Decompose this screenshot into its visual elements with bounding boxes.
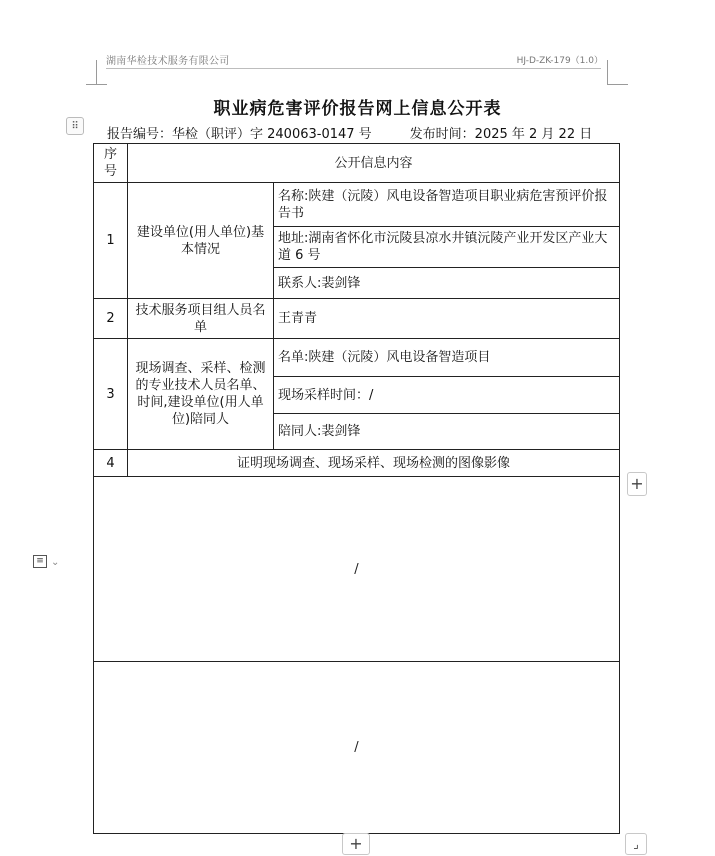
add-row-button[interactable]: + — [342, 833, 370, 855]
row4-content[interactable]: 证明现场调查、现场采样、现场检测的图像影像 — [128, 450, 620, 477]
row1-contact[interactable]: 联系人:裴剑锋 — [274, 268, 620, 299]
info-table — [93, 143, 620, 834]
publish-time: 发布时间：2025 年 2 月 22 日 — [409, 127, 593, 142]
header-divider — [106, 68, 601, 69]
header-doc-code: HJ-D-ZK-179（1.0） — [516, 56, 603, 66]
crop-mark-top-left — [96, 60, 97, 85]
crop-mark-top-right — [607, 60, 608, 85]
table-header-row — [94, 144, 620, 183]
header-num[interactable]: 序号 — [94, 144, 128, 183]
page-title: 职业病危害评价报告网上信息公开表 — [213, 99, 502, 119]
row3-num[interactable]: 3 — [94, 339, 128, 450]
image-slot-1[interactable]: / — [94, 477, 620, 662]
table-row — [94, 662, 620, 834]
crop-mark-top-left — [86, 84, 107, 85]
image-slot-2[interactable]: / — [94, 662, 620, 834]
row1-address[interactable]: 地址:湖南省怀化市沅陵县凉水井镇沅陵产业开发区产业大道 6 号 — [274, 227, 620, 268]
row1-category[interactable]: 建设单位(用人单位)基本情况 — [128, 183, 274, 299]
table-row — [94, 183, 620, 227]
header-content[interactable]: 公开信息内容 — [128, 144, 620, 183]
chevron-down-icon: ⌄ — [51, 557, 60, 568]
crop-mark-top-right — [607, 84, 628, 85]
row-layout-icon: ≡ — [33, 555, 47, 568]
row1-num[interactable]: 1 — [94, 183, 128, 299]
table-row — [94, 477, 620, 662]
report-number: 报告编号：华检（职评）字 240063-0147 号 — [107, 127, 372, 142]
table-row — [94, 299, 620, 339]
table-row — [94, 339, 620, 377]
row2-value[interactable]: 王青青 — [274, 299, 620, 339]
row1-name[interactable]: 名称:陕建（沅陵）风电设备智造项目职业病危害预评价报告书 — [274, 183, 620, 227]
row-tool-button[interactable] — [33, 551, 71, 571]
table-row — [94, 450, 620, 477]
resize-corner-icon[interactable]: ⌟ — [625, 833, 647, 855]
row4-num[interactable]: 4 — [94, 450, 128, 477]
row2-num[interactable]: 2 — [94, 299, 128, 339]
row3-escort[interactable]: 陪同人:裴剑锋 — [274, 414, 620, 450]
header-company: 湖南华检技术服务有限公司 — [106, 56, 230, 67]
row2-category[interactable]: 技术服务项目组人员名单 — [128, 299, 274, 339]
move-handle-icon[interactable]: ⠿ — [66, 117, 84, 135]
row3-list[interactable]: 名单:陕建（沅陵）风电设备智造项目 — [274, 339, 620, 377]
row3-sample-time[interactable]: 现场采样时间：/ — [274, 377, 620, 414]
row3-category[interactable]: 现场调查、采样、检测的专业技术人员名单、时间,建设单位(用人单位)陪同人 — [128, 339, 274, 450]
report-meta — [107, 123, 592, 142]
add-column-button[interactable]: + — [627, 472, 647, 496]
